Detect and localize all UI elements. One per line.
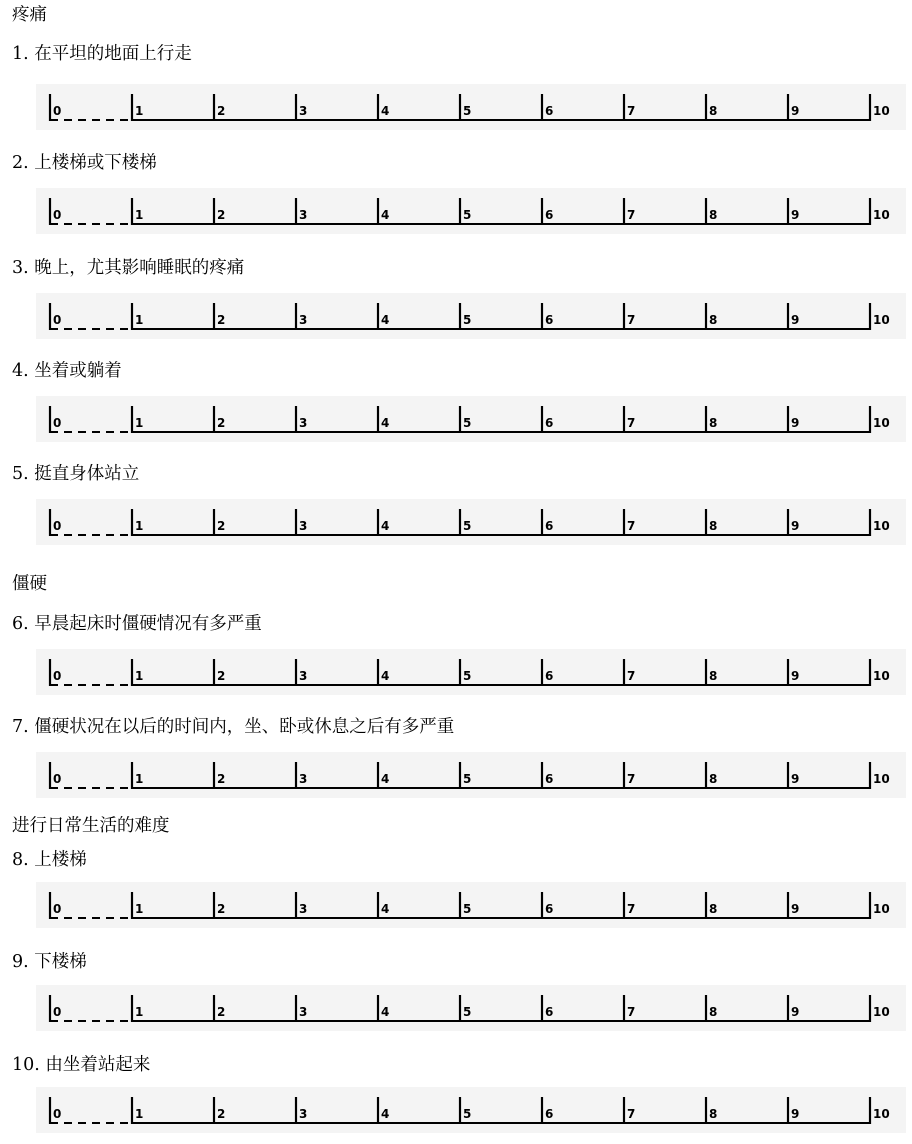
scale-tick-label-10: 10 [873,519,890,533]
scale-tick-label-10: 10 [873,772,890,786]
scale-tick-label-10: 10 [873,669,890,683]
scale-tick-label-5: 5 [463,416,472,430]
scale-tick-label-10: 10 [873,902,890,916]
scale-tick-label-9: 9 [791,519,800,533]
scale-tick-label-6: 6 [545,902,554,916]
scale-tick-label-7: 7 [627,1107,636,1121]
scale-tick-label-7: 7 [627,1005,636,1019]
rating-scale-10[interactable] [36,1087,906,1133]
scale-tick-label-8: 8 [709,772,718,786]
scale-tick-label-1: 1 [135,902,144,916]
scale-tick-label-9: 9 [791,104,800,118]
scale-tick-label-0: 0 [53,669,62,683]
scale-ruler [36,649,906,695]
scale-tick-label-3: 3 [299,208,308,222]
scale-tick-label-8: 8 [709,104,718,118]
scale-tick-label-5: 5 [463,519,472,533]
scale-tick-label-2: 2 [217,1005,226,1019]
scale-tick-label-4: 4 [381,416,390,430]
scale-tick-label-5: 5 [463,104,472,118]
scale-tick-label-10: 10 [873,1005,890,1019]
scale-tick-label-6: 6 [545,1107,554,1121]
scale-tick-label-1: 1 [135,313,144,327]
scale-tick-label-4: 4 [381,902,390,916]
rating-scale-9[interactable] [36,985,906,1031]
scale-tick-label-5: 5 [463,313,472,327]
scale-tick-label-3: 3 [299,519,308,533]
scale-tick-label-5: 5 [463,772,472,786]
scale-tick-label-9: 9 [791,416,800,430]
scale-tick-label-1: 1 [135,669,144,683]
question-3-label: 3. 晚上，尤其影响睡眠的疼痛 [12,258,245,278]
scale-tick-label-3: 3 [299,772,308,786]
scale-tick-label-2: 2 [217,313,226,327]
scale-tick-label-8: 8 [709,519,718,533]
scale-tick-label-0: 0 [53,104,62,118]
scale-tick-label-5: 5 [463,902,472,916]
scale-tick-label-2: 2 [217,669,226,683]
question-7-label: 7. 僵硬状况在以后的时间内，坐、卧或休息之后有多严重 [12,717,455,737]
scale-tick-label-3: 3 [299,313,308,327]
scale-tick-label-7: 7 [627,772,636,786]
scale-tick-label-0: 0 [53,772,62,786]
scale-tick-label-7: 7 [627,416,636,430]
scale-tick-label-1: 1 [135,772,144,786]
scale-tick-label-4: 4 [381,1107,390,1121]
scale-tick-label-10: 10 [873,416,890,430]
scale-tick-label-8: 8 [709,416,718,430]
scale-ruler [36,188,906,234]
scale-ruler [36,396,906,442]
scale-tick-label-10: 10 [873,313,890,327]
rating-scale-6[interactable] [36,649,906,695]
scale-ruler [36,293,906,339]
question-10-label: 10. 由坐着站起来 [12,1055,151,1075]
scale-tick-label-7: 7 [627,519,636,533]
scale-tick-label-0: 0 [53,519,62,533]
section-heading-daily-activity: 进行日常生活的难度 [12,816,170,836]
scale-tick-label-2: 2 [217,416,226,430]
rating-scale-5[interactable] [36,499,906,545]
scale-tick-label-4: 4 [381,519,390,533]
rating-scale-8[interactable] [36,882,906,928]
rating-scale-2[interactable] [36,188,906,234]
scale-tick-label-1: 1 [135,1107,144,1121]
section-heading-pain: 疼痛 [12,5,47,25]
scale-ruler [36,1087,906,1133]
scale-tick-label-6: 6 [545,104,554,118]
scale-tick-label-1: 1 [135,1005,144,1019]
scale-tick-label-0: 0 [53,208,62,222]
scale-tick-label-0: 0 [53,1107,62,1121]
scale-tick-label-4: 4 [381,313,390,327]
question-6-label: 6. 早晨起床时僵硬情况有多严重 [12,614,262,634]
question-5-label: 5. 挺直身体站立 [12,464,140,484]
scale-tick-label-4: 4 [381,669,390,683]
scale-tick-label-6: 6 [545,519,554,533]
scale-tick-label-7: 7 [627,902,636,916]
scale-tick-label-9: 9 [791,313,800,327]
scale-tick-label-5: 5 [463,208,472,222]
question-2-label: 2. 上楼梯或下楼梯 [12,153,157,173]
scale-tick-label-3: 3 [299,902,308,916]
scale-tick-label-6: 6 [545,313,554,327]
scale-tick-label-10: 10 [873,1107,890,1121]
question-1-label: 1. 在平坦的地面上行走 [12,44,192,64]
scale-tick-label-7: 7 [627,104,636,118]
scale-tick-label-9: 9 [791,902,800,916]
scale-tick-label-3: 3 [299,1107,308,1121]
scale-tick-label-8: 8 [709,902,718,916]
scale-tick-label-10: 10 [873,104,890,118]
scale-ruler [36,882,906,928]
scale-tick-label-5: 5 [463,669,472,683]
scale-ruler [36,985,906,1031]
scale-tick-label-7: 7 [627,208,636,222]
scale-tick-label-9: 9 [791,669,800,683]
scale-tick-label-1: 1 [135,519,144,533]
rating-scale-4[interactable] [36,396,906,442]
scale-tick-label-5: 5 [463,1005,472,1019]
scale-ruler [36,752,906,798]
scale-tick-label-8: 8 [709,208,718,222]
scale-tick-label-9: 9 [791,1005,800,1019]
scale-tick-label-4: 4 [381,1005,390,1019]
scale-tick-label-8: 8 [709,669,718,683]
scale-tick-label-0: 0 [53,313,62,327]
scale-tick-label-1: 1 [135,208,144,222]
rating-scale-1[interactable] [36,84,906,130]
scale-tick-label-6: 6 [545,669,554,683]
scale-tick-label-2: 2 [217,519,226,533]
scale-tick-label-3: 3 [299,1005,308,1019]
scale-tick-label-2: 2 [217,104,226,118]
scale-tick-label-2: 2 [217,208,226,222]
scale-tick-label-3: 3 [299,104,308,118]
scale-tick-label-7: 7 [627,313,636,327]
scale-tick-label-7: 7 [627,669,636,683]
scale-tick-label-3: 3 [299,416,308,430]
scale-tick-label-6: 6 [545,208,554,222]
scale-tick-label-9: 9 [791,772,800,786]
scale-tick-label-2: 2 [217,902,226,916]
question-9-label: 9. 下楼梯 [12,952,87,972]
scale-tick-label-5: 5 [463,1107,472,1121]
scale-tick-label-0: 0 [53,1005,62,1019]
scale-tick-label-6: 6 [545,1005,554,1019]
scale-tick-label-8: 8 [709,1005,718,1019]
scale-tick-label-1: 1 [135,104,144,118]
scale-tick-label-3: 3 [299,669,308,683]
scale-ruler [36,499,906,545]
scale-tick-label-4: 4 [381,208,390,222]
scale-tick-label-0: 0 [53,902,62,916]
rating-scale-7[interactable] [36,752,906,798]
rating-scale-3[interactable] [36,293,906,339]
question-4-label: 4. 坐着或躺着 [12,361,122,381]
scale-tick-label-9: 9 [791,1107,800,1121]
scale-tick-label-6: 6 [545,416,554,430]
scale-tick-label-9: 9 [791,208,800,222]
section-heading-stiffness: 僵硬 [12,574,47,594]
scale-tick-label-6: 6 [545,772,554,786]
question-8-label: 8. 上楼梯 [12,850,87,870]
scale-tick-label-4: 4 [381,772,390,786]
scale-tick-label-1: 1 [135,416,144,430]
scale-tick-label-2: 2 [217,1107,226,1121]
scale-tick-label-10: 10 [873,208,890,222]
scale-tick-label-8: 8 [709,313,718,327]
scale-ruler [36,84,906,130]
scale-tick-label-2: 2 [217,772,226,786]
scale-tick-label-0: 0 [53,416,62,430]
scale-tick-label-4: 4 [381,104,390,118]
scale-tick-label-8: 8 [709,1107,718,1121]
